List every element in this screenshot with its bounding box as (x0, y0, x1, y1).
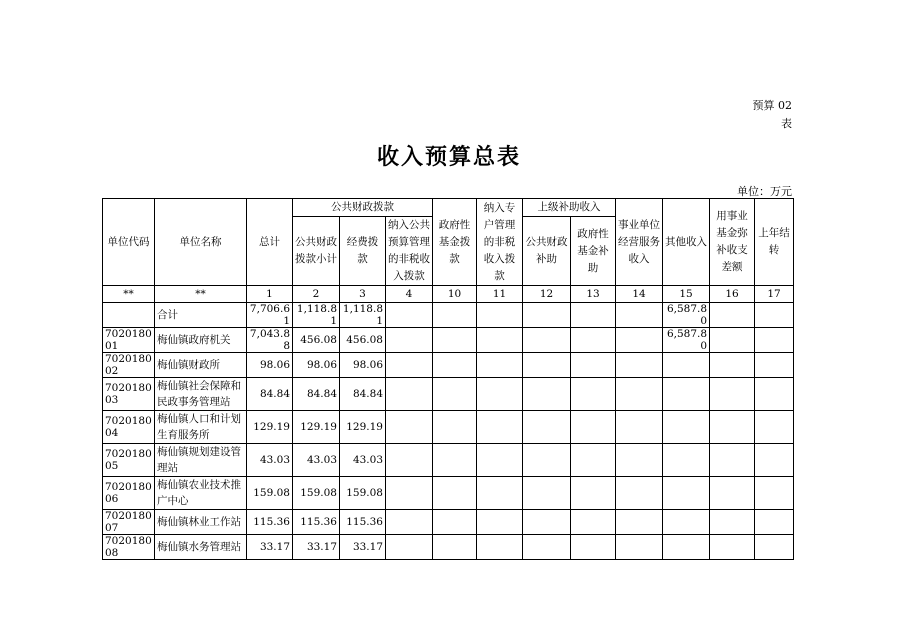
table-row (103, 477, 794, 510)
ss-public-cell (523, 510, 571, 535)
col-unit-code: 单位代码 (103, 199, 155, 286)
fund-balance-cell (710, 444, 755, 477)
unit-name-cell: 梅仙镇人口和计划生育服务所 (155, 411, 247, 444)
form-code-line: 表 (781, 117, 792, 130)
carryover-cell (755, 353, 794, 378)
header-row (103, 199, 794, 217)
column-number: 4 (386, 286, 433, 303)
col-group-superior-subsidy: 上级补助收入 (523, 199, 616, 217)
pf-nontax-cell (386, 353, 433, 378)
column-number: 2 (293, 286, 340, 303)
ss-public-cell (523, 378, 571, 411)
pf-nontax-cell (386, 303, 433, 328)
business-income-cell (616, 477, 663, 510)
business-income-cell (616, 510, 663, 535)
pf-nontax-cell (386, 444, 433, 477)
ss-fund-cell (571, 444, 616, 477)
special-nontax-cell (477, 353, 523, 378)
unit-code-cell: 702018001 (103, 328, 155, 353)
fund-balance-cell (710, 378, 755, 411)
col-pf-funding: 经费拨款 (340, 217, 386, 286)
pf-subtotal-cell: 1,118.81 (293, 303, 340, 328)
fund-balance-cell (710, 477, 755, 510)
total-cell: 33.17 (247, 535, 293, 560)
fund-balance-cell (710, 328, 755, 353)
col-pf-subtotal: 公共财政拨款小计 (293, 217, 340, 286)
col-business-income: 事业单位经营服务收入 (616, 199, 663, 286)
ss-public-cell (523, 303, 571, 328)
revenue-budget-table (102, 198, 794, 560)
gov-fund-cell (433, 477, 477, 510)
pf-subtotal-cell: 33.17 (293, 535, 340, 560)
unit-name-cell: 梅仙镇规划建设管理站 (155, 444, 247, 477)
col-other-income: 其他收入 (663, 199, 710, 286)
special-nontax-cell (477, 378, 523, 411)
business-income-cell (616, 378, 663, 411)
special-nontax-cell (477, 328, 523, 353)
ss-fund-cell (571, 378, 616, 411)
special-nontax-cell (477, 303, 523, 328)
fund-balance-cell (710, 510, 755, 535)
column-number: 17 (755, 286, 794, 303)
ss-fund-cell (571, 510, 616, 535)
total-cell: 43.03 (247, 444, 293, 477)
pf-nontax-cell (386, 477, 433, 510)
page-title: 收入预算总表 (376, 144, 521, 170)
gov-fund-cell (433, 303, 477, 328)
table-row (103, 444, 794, 477)
pf-subtotal-cell: 98.06 (293, 353, 340, 378)
carryover-cell (755, 411, 794, 444)
unit-code-cell: 702018004 (103, 411, 155, 444)
unit-code-cell: 702018006 (103, 477, 155, 510)
col-ss-fund: 政府性基金补助 (571, 217, 616, 286)
pf-funding-cell: 456.08 (340, 328, 386, 353)
pf-funding-cell: 1,118.81 (340, 303, 386, 328)
pf-nontax-cell (386, 328, 433, 353)
ss-public-cell (523, 328, 571, 353)
total-cell: 98.06 (247, 353, 293, 378)
unit-name-cell: 梅仙镇政府机关 (155, 328, 247, 353)
pf-funding-cell: 84.84 (340, 378, 386, 411)
ss-public-cell (523, 444, 571, 477)
carryover-cell (755, 535, 794, 560)
special-nontax-cell (477, 444, 523, 477)
other-income-cell (663, 535, 710, 560)
unit-code-cell (103, 303, 155, 328)
business-income-cell (616, 535, 663, 560)
carryover-cell (755, 444, 794, 477)
column-number: 3 (340, 286, 386, 303)
other-income-cell (663, 444, 710, 477)
col-gov-fund: 政府性基金拨款 (433, 199, 477, 286)
carryover-cell (755, 477, 794, 510)
other-income-cell (663, 510, 710, 535)
special-nontax-cell (477, 411, 523, 444)
gov-fund-cell (433, 444, 477, 477)
gov-fund-cell (433, 411, 477, 444)
col-unit-name: 单位名称 (155, 199, 247, 286)
total-cell: 7,706.61 (247, 303, 293, 328)
pf-subtotal-cell: 84.84 (293, 378, 340, 411)
pf-nontax-cell (386, 411, 433, 444)
unit-code-cell: 702018002 (103, 353, 155, 378)
table-row (103, 303, 794, 328)
gov-fund-cell (433, 353, 477, 378)
table-row (103, 411, 794, 444)
pf-funding-cell: 115.36 (340, 510, 386, 535)
ss-public-cell (523, 477, 571, 510)
pf-funding-cell: 43.03 (340, 444, 386, 477)
pf-funding-cell: 129.19 (340, 411, 386, 444)
column-number: 13 (571, 286, 616, 303)
unit-name-cell: 梅仙镇财政所 (155, 353, 247, 378)
ss-public-cell (523, 353, 571, 378)
gov-fund-cell (433, 510, 477, 535)
table-body (103, 303, 794, 560)
total-cell: 7,043.88 (247, 328, 293, 353)
ss-fund-cell (571, 303, 616, 328)
special-nontax-cell (477, 510, 523, 535)
table-row (103, 353, 794, 378)
column-number: 16 (710, 286, 755, 303)
other-income-cell (663, 411, 710, 444)
ss-public-cell (523, 411, 571, 444)
col-special-nontax: 纳入专户管理的非税收入拨款 (477, 199, 523, 286)
total-cell: 159.08 (247, 477, 293, 510)
col-pf-nontax: 纳入公共预算管理的非税收入拨款 (386, 217, 433, 286)
carryover-cell (755, 328, 794, 353)
business-income-cell (616, 353, 663, 378)
fund-balance-cell (710, 303, 755, 328)
col-total: 总计 (247, 199, 293, 286)
unit-name-cell: 梅仙镇社会保障和民政事务管理站 (155, 378, 247, 411)
column-number: ** (155, 286, 247, 303)
ss-public-cell (523, 535, 571, 560)
pf-nontax-cell (386, 378, 433, 411)
special-nontax-cell (477, 477, 523, 510)
total-cell: 84.84 (247, 378, 293, 411)
column-number: ** (103, 286, 155, 303)
unit-name-cell: 梅仙镇林业工作站 (155, 510, 247, 535)
column-number-row (103, 286, 794, 303)
col-group-public-finance: 公共财政拨款 (293, 199, 433, 217)
fund-balance-cell (710, 353, 755, 378)
pf-nontax-cell (386, 535, 433, 560)
ss-fund-cell (571, 353, 616, 378)
other-income-cell: 6,587.80 (663, 303, 710, 328)
unit-name-cell: 梅仙镇水务管理站 (155, 535, 247, 560)
pf-funding-cell: 159.08 (340, 477, 386, 510)
ss-fund-cell (571, 411, 616, 444)
pf-subtotal-cell: 129.19 (293, 411, 340, 444)
pf-funding-cell: 33.17 (340, 535, 386, 560)
carryover-cell (755, 378, 794, 411)
other-income-cell (663, 353, 710, 378)
carryover-cell (755, 510, 794, 535)
fund-balance-cell (710, 535, 755, 560)
unit-code-cell: 702018008 (103, 535, 155, 560)
column-number: 12 (523, 286, 571, 303)
pf-subtotal-cell: 159.08 (293, 477, 340, 510)
column-number: 11 (477, 286, 523, 303)
pf-funding-cell: 98.06 (340, 353, 386, 378)
unit-name-cell: 合计 (155, 303, 247, 328)
business-income-cell (616, 444, 663, 477)
gov-fund-cell (433, 378, 477, 411)
col-fund-balance: 用事业基金弥补收支差额 (710, 199, 755, 286)
column-number: 14 (616, 286, 663, 303)
table-row (103, 510, 794, 535)
ss-fund-cell (571, 328, 616, 353)
col-carryover: 上年结转 (755, 199, 794, 286)
other-income-cell: 6,587.80 (663, 328, 710, 353)
pf-subtotal-cell: 43.03 (293, 444, 340, 477)
other-income-cell (663, 378, 710, 411)
unit-code-cell: 702018003 (103, 378, 155, 411)
column-number: 1 (247, 286, 293, 303)
column-number: 15 (663, 286, 710, 303)
other-income-cell (663, 477, 710, 510)
business-income-cell (616, 328, 663, 353)
gov-fund-cell (433, 328, 477, 353)
table-row (103, 328, 794, 353)
ss-fund-cell (571, 535, 616, 560)
ss-fund-cell (571, 477, 616, 510)
pf-subtotal-cell: 115.36 (293, 510, 340, 535)
special-nontax-cell (477, 535, 523, 560)
form-code (732, 97, 792, 133)
business-income-cell (616, 303, 663, 328)
form-code-line: 预算 02 (752, 99, 792, 112)
carryover-cell (755, 303, 794, 328)
unit-name-cell: 梅仙镇农业技术推广中心 (155, 477, 247, 510)
business-income-cell (616, 411, 663, 444)
pf-subtotal-cell: 456.08 (293, 328, 340, 353)
total-cell: 115.36 (247, 510, 293, 535)
table-row (103, 378, 794, 411)
unit-label: 单位：万元 (737, 185, 792, 198)
gov-fund-cell (433, 535, 477, 560)
table-row (103, 535, 794, 560)
fund-balance-cell (710, 411, 755, 444)
col-ss-public: 公共财政补助 (523, 217, 571, 286)
total-cell: 129.19 (247, 411, 293, 444)
pf-nontax-cell (386, 510, 433, 535)
unit-code-cell: 702018005 (103, 444, 155, 477)
column-number: 10 (433, 286, 477, 303)
unit-code-cell: 702018007 (103, 510, 155, 535)
